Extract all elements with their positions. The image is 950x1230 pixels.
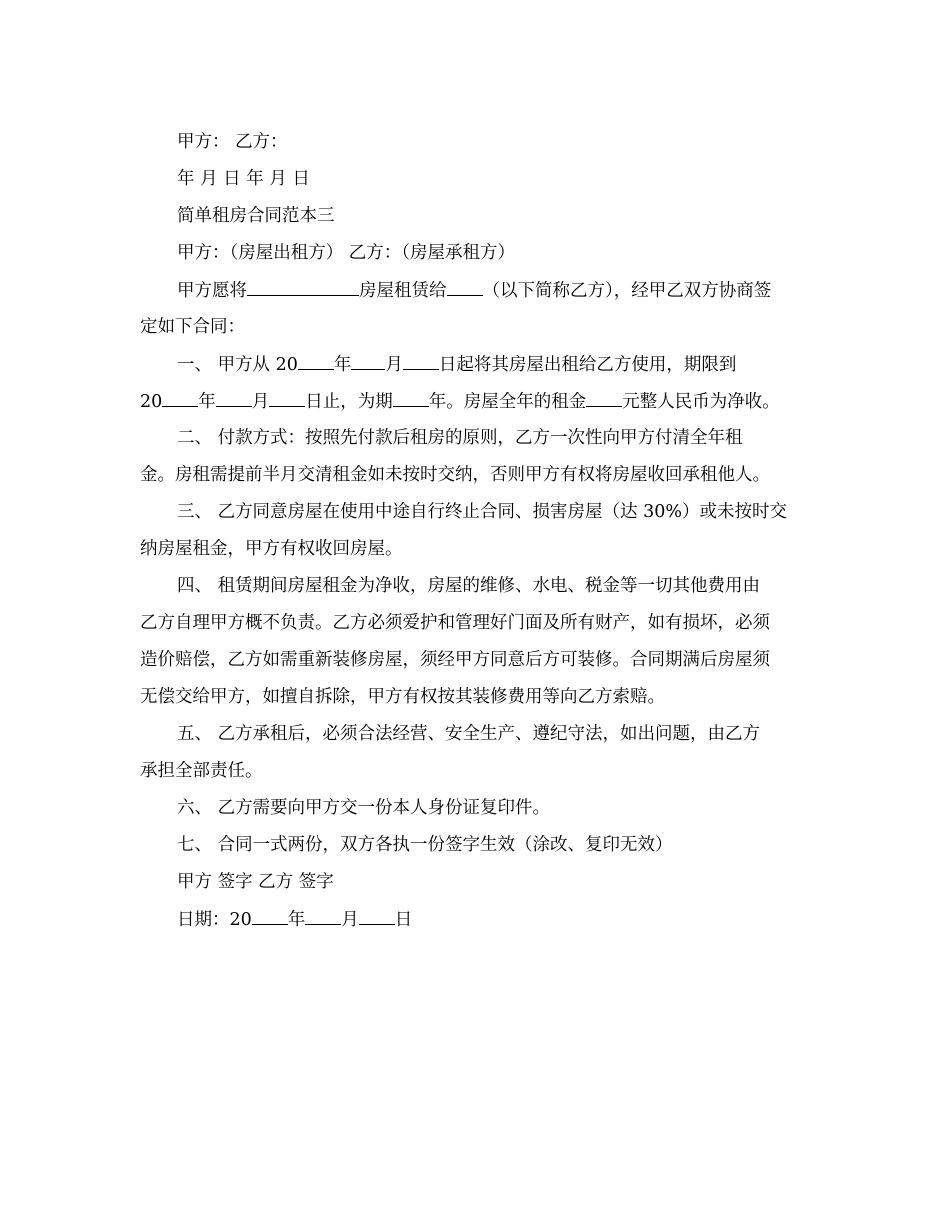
fill-blank [216,390,252,407]
fill-blank [298,353,334,370]
fill-blank [403,353,439,370]
fill-blank [351,353,385,370]
intro-text-2: 房屋租赁给 [359,281,447,301]
clause-1-text: 月 [251,392,270,412]
clause-1-text: 年 [333,355,352,375]
clause-1-text: 日止，为期 [305,392,393,412]
clause-1-text: 元整人民币为净收。 [622,392,780,412]
clause-1-line-cont [140,390,780,412]
clause-1-text: 日起将其房屋出租给乙方使用，期限到 [438,355,737,375]
fill-blank [162,390,198,407]
clause-3-line: 三、 乙方同意房屋在使用中途自行终止合同、损害房屋（达 30%）或未按时交 [177,502,788,522]
clause-4-line-cont: 无偿交给甲方，如擅自拆除，甲方有权按其装修费用等向乙方索赔。 [140,687,665,707]
sign-date-text: 日期：20 [177,910,252,930]
fill-blank [447,279,483,296]
fill-blank [252,908,288,925]
fill-blank [247,279,359,296]
clause-2-line-cont: 金。房租需提前半月交清租金如未按时交纳，否则甲方有权将房屋收回承租他人。 [140,465,770,485]
signature-line: 甲方 签字 乙方 签字 [177,872,334,892]
intro-text-1: 甲方愿将 [177,281,247,301]
intro-text-3: （以下简称乙方），经甲乙双方协商签 [482,281,772,301]
clause-1-text: 20 [140,392,163,412]
sign-date-text: 年 [287,910,306,930]
parties-line: 甲方：（房屋出租方） 乙方：（房屋承租方） [177,243,516,263]
clause-1-text: 年 [198,392,216,412]
fill-blank [393,390,429,407]
fill-blank [305,908,341,925]
intro-line-cont: 定如下合同： [140,317,245,337]
party-line: 甲方： 乙方： [177,132,288,152]
sign-date-line [177,908,412,930]
clause-5-line-cont: 承担全部责任。 [140,761,263,781]
clause-1-text: 月 [385,355,403,375]
clause-6-line: 六、 乙方需要向甲方交一份本人身份证复印件。 [177,798,551,818]
clause-1-text: 年。房屋全年的租金 [428,392,587,412]
clause-3-line-cont: 纳房屋租金，甲方有权收回房屋。 [140,539,403,559]
date-line: 年 月 日 年 月 日 [177,169,310,189]
fill-blank [359,908,395,925]
clause-4-line-cont: 造价赔偿，乙方如需重新装修房屋，须经甲方同意后方可装修。合同期满后房屋须 [140,650,770,670]
clause-2-line: 二、 付款方式：按照先付款后租房的原则，乙方一次性向甲方付清全年租 [177,428,743,448]
clause-7-line: 七、 合同一式两份，双方各执一份签字生效（涂改、复印无效） [177,835,673,855]
clause-1-text: 一、 甲方从 20 [177,355,298,375]
clause-1-line [177,353,736,375]
intro-line [177,279,771,301]
fill-blank [586,390,622,407]
sign-date-text: 月 [341,910,359,930]
fill-blank [269,390,305,407]
sign-date-text: 日 [394,910,413,930]
clause-4-line-cont: 乙方自理甲方概不负责。乙方必须爱护和管理好门面及所有财产，如有损坏，必须 [140,613,770,633]
contract-title: 简单租房合同范本三 [177,206,335,226]
clause-4-line: 四、 租赁期间房屋租金为净收，房屋的维修、水电、税金等一切其他费用由 [177,576,761,596]
clause-5-line: 五、 乙方承租后，必须合法经营、安全生产、遵纪守法，如出问题，由乙方 [177,724,761,744]
